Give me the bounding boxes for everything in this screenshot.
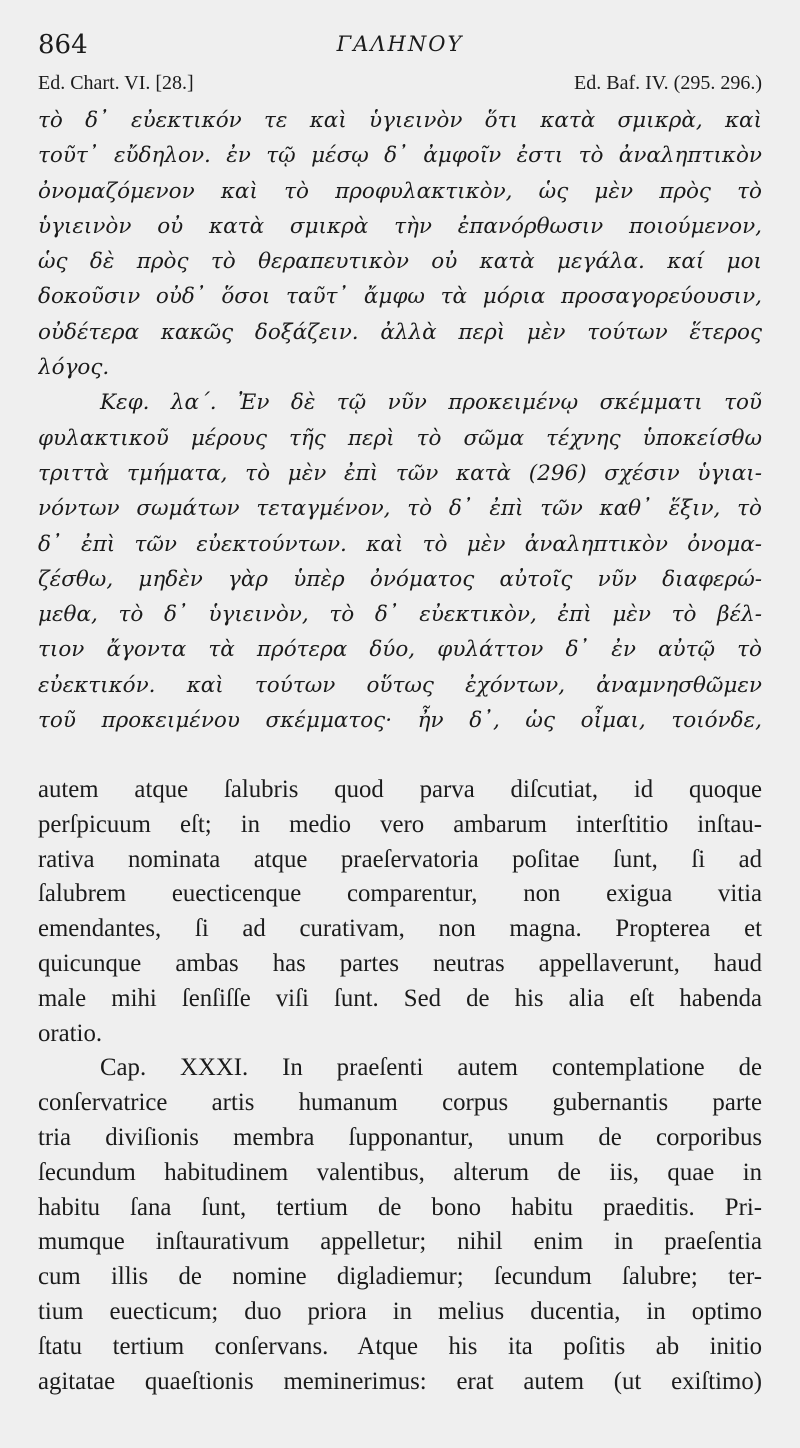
- latin-line: ſecundum habitudinem valentibus, alterum de iis, quae in: [38, 1158, 762, 1186]
- latin-line: agitatae quaeſtionis meminerimus: erat autem (ut exiſtimo): [38, 1367, 762, 1395]
- greek-line: τὸ δ᾽ εὐεκτικόν τε καὶ ὑγιεινὸν ὅτι κατὰ σμικρὰ, καὶ: [38, 108, 762, 133]
- greek-line: τοῦτ᾽ εὔδηλον. ἐν τῷ μέσῳ δ᾽ ἀμφοῖν ἐστι τὸ ἀναληπτικὸν: [38, 143, 762, 169]
- greek-line: εὐεκτικόν. καὶ τούτων οὕτως ἐχόντων, ἀναμνησθῶμεν: [38, 672, 762, 698]
- latin-line: conſervatrice artis humanum corpus gubernantis parte: [38, 1089, 762, 1117]
- greek-line: ὀνομαζόμενον καὶ τὸ προφυλακτικὸν, ὡς μὲν πρὸς τὸ: [38, 178, 762, 204]
- greek-line: τοῦ προκειμένου σκέμματος· ἦν δ᾽, ὡς οἶμαι, τοιόνδε,: [38, 708, 762, 734]
- greek-line: μεθα, τὸ δ᾽ ὑγιεινὸν, τὸ δ᾽ εὐεκτικὸν, ἐπὶ μὲν τὸ βέλ-: [38, 602, 762, 628]
- greek-chapter-heading-line: Κεφ. λα΄. Ἐν δὲ τῷ νῦν προκειμένῳ σκέμματι τοῦ: [100, 390, 762, 416]
- latin-line: quicunque ambas has partes neutras appellaverunt, haud: [38, 949, 762, 977]
- greek-line: ὡς δὲ πρὸς τὸ θεραπευτικὸν οὐ κατὰ μεγάλα. καί μοι: [38, 249, 762, 275]
- running-title: ΓΑΛΗΝΟΥ: [336, 32, 464, 56]
- greek-line: τιον ἄγοντα τὰ πρότερα δύο, φυλάττον δ᾽ ἐν αὐτῷ τὸ: [38, 637, 762, 663]
- latin-line: oratio.: [38, 1019, 103, 1047]
- latin-line: rativa nominata atque praeſervatoria poſitae ſunt, ſi ad: [38, 845, 762, 873]
- latin-line: emendantes, ſi ad curativam, non magna. Propterea et: [38, 915, 762, 943]
- latin-text-block: [38, 773, 762, 1399]
- latin-line: tria diviſionis membra ſupponantur, unum de corporibus: [38, 1123, 762, 1151]
- greek-line: λόγος.: [38, 355, 110, 381]
- latin-line: perſpicuum eſt; in medio vero ambarum interſtitio inſtau-: [38, 810, 762, 838]
- latin-line: male mihi ſenſiſſe viſi ſunt. Sed de his alia eſt habenda: [38, 984, 762, 1012]
- latin-line: tium euecticum; duo priora in melius ducentia, in optimo: [38, 1297, 762, 1325]
- greek-line: οὐδέτερα κακῶς δοξάζειν. ἀλλὰ περὶ μὲν τούτων ἕτερος: [38, 319, 762, 345]
- greek-line: ζέσθω, μηδὲν γὰρ ὑπὲρ ὀνόματος αὐτοῖς νῦν διαφερώ-: [38, 566, 762, 592]
- latin-line: ſalubrem euecticenque comparentur, non exigua vitia: [38, 880, 762, 908]
- page-header: [38, 30, 762, 66]
- greek-line: φυλακτικοῦ μέρους τῆς περὶ τὸ σῶμα τέχνης ὑποκείσθω: [38, 425, 762, 451]
- edition-chartier-reference: Ed. Chart. VI. [28.]: [38, 72, 194, 94]
- latin-line: habitu ſana ſunt, tertium de bono habitu praeditis. Pri-: [38, 1193, 762, 1221]
- greek-text-block: [38, 103, 762, 738]
- latin-line: cum illis de nomine digladiemur; ſecundum ſalubre; ter-: [38, 1263, 762, 1291]
- page-number: 864: [38, 30, 88, 60]
- greek-line: δ᾽ ἐπὶ τῶν εὐεκτούντων. καὶ τὸ μὲν ἀναληπτικὸν ὀνομα-: [38, 531, 762, 557]
- greek-line: ὑγιεινὸν οὐ κατὰ σμικρὰ τὴν ἐπανόρθωσιν ποιούμενον,: [38, 213, 762, 239]
- edition-references: [38, 72, 762, 102]
- greek-line: νόντων σωμάτων τεταγμένον, τὸ δ᾽ ἐπὶ τῶν καθ᾽ ἕξιν, τὸ: [38, 496, 762, 522]
- greek-line: τριττὰ τμήματα, τὸ μὲν ἐπὶ τῶν κατὰ (296) σχέσιν ὑγιαι-: [38, 460, 762, 486]
- latin-line: ſtatu tertium conſervans. Atque his ita poſitis ab initio: [38, 1332, 762, 1360]
- greek-line: δοκοῦσιν οὐδ᾽ ὅσοι ταῦτ᾽ ἄμφω τὰ μόρια προσαγορεύουσιν,: [38, 284, 762, 310]
- edition-basel-reference: Ed. Baf. IV. (295. 296.): [574, 72, 762, 94]
- latin-line: autem atque ſalubris quod parva diſcutiat, id quoque: [38, 776, 762, 803]
- latin-line: mumque inſtaurativum appelletur; nihil enim in praeſentia: [38, 1228, 762, 1256]
- latin-chapter-heading-line: Cap. XXXI. In praeſenti autem contemplatione de: [100, 1054, 762, 1082]
